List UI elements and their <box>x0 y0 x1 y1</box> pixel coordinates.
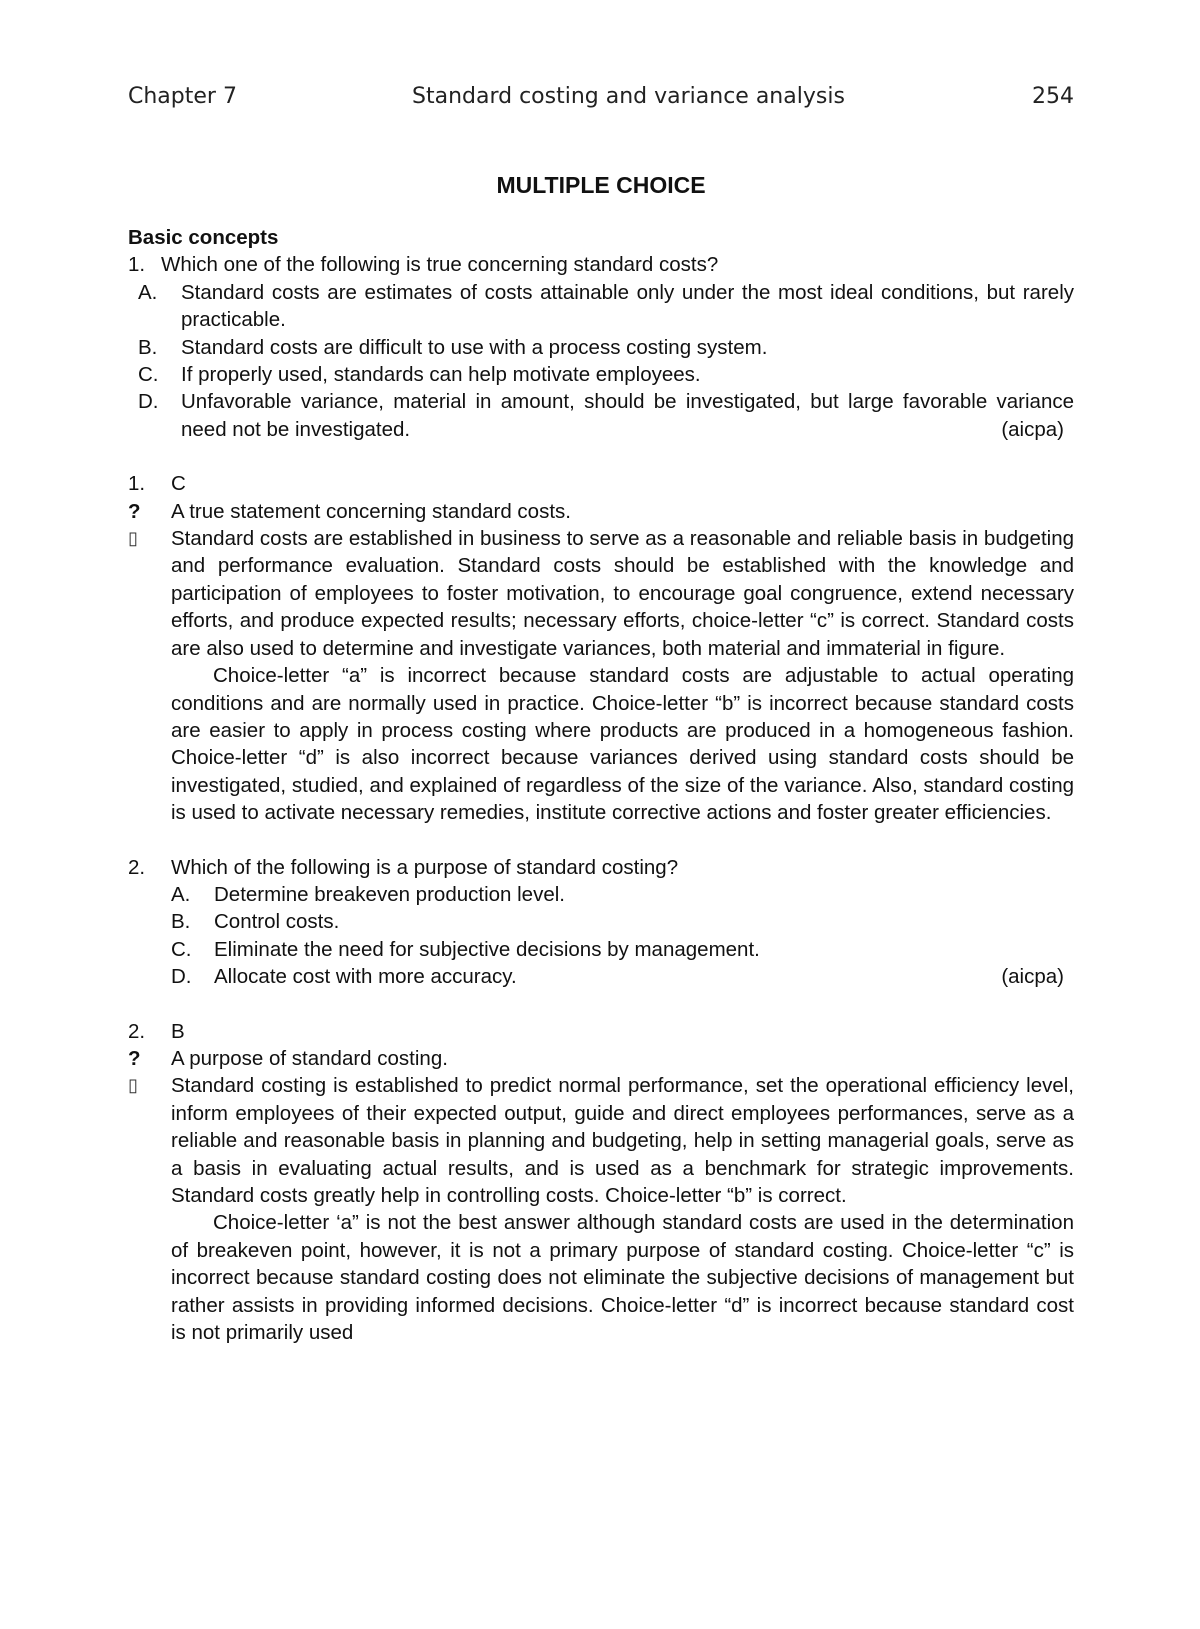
answer-2-topic <box>128 1045 1074 1072</box>
question-mark-bullet: ? <box>128 1046 141 1070</box>
option-b <box>138 334 1074 361</box>
section-title: MULTIPLE CHOICE <box>496 172 706 198</box>
option-letter: B. <box>138 335 158 359</box>
option-letter: B. <box>171 910 191 934</box>
header-page-number: 254 <box>1032 84 1074 109</box>
running-header <box>128 84 1074 114</box>
source-tag: (aicpa) <box>1001 965 1064 989</box>
explanation-paragraph: Choice-letter ‘a” is not the best answer although standard costs are used in the determination of breakeven point, however, it is not a primary purpose of standard costing. Choice-letter “c” is incorrect because standard costing does not eliminate the subjective decisions of management but rather assists in providing informed decisions. Choice-letter “d” is incorrect because standard cost is not primarily used <box>171 1211 1074 1345</box>
option-text: Allocate cost with more accuracy. <box>214 965 517 989</box>
option-a <box>138 279 1074 334</box>
question-2-options <box>171 881 1074 991</box>
subsection-title: Basic concepts <box>128 226 279 249</box>
option-d <box>138 388 1074 443</box>
option-d <box>171 963 1074 990</box>
question-number: 1. <box>128 253 146 277</box>
explanation-paragraph: Standard costing is established to predict normal performance, set the operational efficiency level, inform employees of their expected output, guide and direct employees performances, serve as a reliable and reasonable basis in planning and budgeting, help in setting managerial goals, serve as a basis in evaluating actual results, and is used as a benchmark for strategic improvements. Standard costs greatly help in controlling costs. Choice-letter “b” is correct. <box>171 1074 1074 1207</box>
explanation-paragraph: Standard costs are established in business to serve as a reasonable and reliable basis in budgeting and performance evaluation. Standard costs should be established with the knowledge and participation of employees to foster motivation, to encourage goal congruence, extend necessary efforts, and produce expected results; necessary efforts, choice-letter “c” is correct. Standard costs are also used to determine and investigate variances, both material and immaterial in figure. <box>171 527 1074 660</box>
answer-2-explanation <box>128 1072 1074 1346</box>
question-1-options <box>138 279 1074 443</box>
answer-1-topic <box>128 498 1074 525</box>
option-letter: D. <box>171 965 192 989</box>
option-c <box>138 361 1074 388</box>
header-title: Standard costing and variance analysis <box>412 84 845 109</box>
answer-topic: A purpose of standard costing. <box>171 1046 448 1070</box>
source-tag: (aicpa) <box>1001 417 1064 441</box>
box-bullet-icon: ▯ <box>128 528 138 549</box>
header-chapter: Chapter 7 <box>128 84 237 109</box>
option-text: Unfavorable variance, material in amount, should be investigated, but large favorable variance need not be investigated. <box>181 390 1074 441</box>
option-text: If properly used, standards can help motivate employees. <box>181 363 701 387</box>
option-text: Control costs. <box>214 910 340 934</box>
answer-letter: B <box>171 1019 185 1043</box>
answer-letter: C <box>171 472 186 496</box>
option-letter: C. <box>171 937 192 961</box>
option-text: Standard costs are difficult to use with a process costing system. <box>181 335 768 359</box>
option-text: Standard costs are estimates of costs attainable only under the most ideal conditions, but rarely practicable. <box>181 280 1074 332</box>
question-text: Which one of the following is true concerning standard costs? <box>161 253 719 277</box>
answer-topic: A true statement concerning standard costs. <box>171 499 571 523</box>
option-text: Eliminate the need for subjective decisions by management. <box>214 937 760 961</box>
answer-1-explanation <box>128 525 1074 826</box>
option-letter: C. <box>138 363 159 387</box>
option-b <box>171 908 1074 935</box>
explanation-paragraph: Choice-letter “a” is incorrect because standard costs are adjustable to actual operating conditions and are normally used in practice. Choice-letter “b” is incorrect because standard costs are easier to apply in process costing where products are produced in a homogeneous fashion. Choice-letter “d” is also incorrect because variances derived using standard costs should be investigated, studied, and explained of regardless of the size of the variance. Also, standard costing is used to activate necessary remedies, institute corrective actions and foster greater efficiencies. <box>171 664 1074 825</box>
answer-number: 1. <box>128 472 146 496</box>
page-content <box>128 170 1074 1346</box>
option-c <box>171 936 1074 963</box>
answer-2 <box>128 1018 1074 1045</box>
option-a <box>171 881 1074 908</box>
question-number: 2. <box>128 855 146 879</box>
box-bullet-icon: ▯ <box>128 1075 138 1096</box>
answer-number: 2. <box>128 1019 146 1043</box>
option-letter: D. <box>138 390 159 414</box>
option-letter: A. <box>171 882 191 906</box>
option-letter: A. <box>138 280 158 304</box>
option-text: Determine breakeven production level. <box>214 882 565 906</box>
question-mark-bullet: ? <box>128 499 141 523</box>
question-text: Which of the following is a purpose of standard costing? <box>171 855 679 879</box>
question-2 <box>128 854 1074 881</box>
question-1 <box>128 251 1074 278</box>
answer-1 <box>128 470 1074 497</box>
